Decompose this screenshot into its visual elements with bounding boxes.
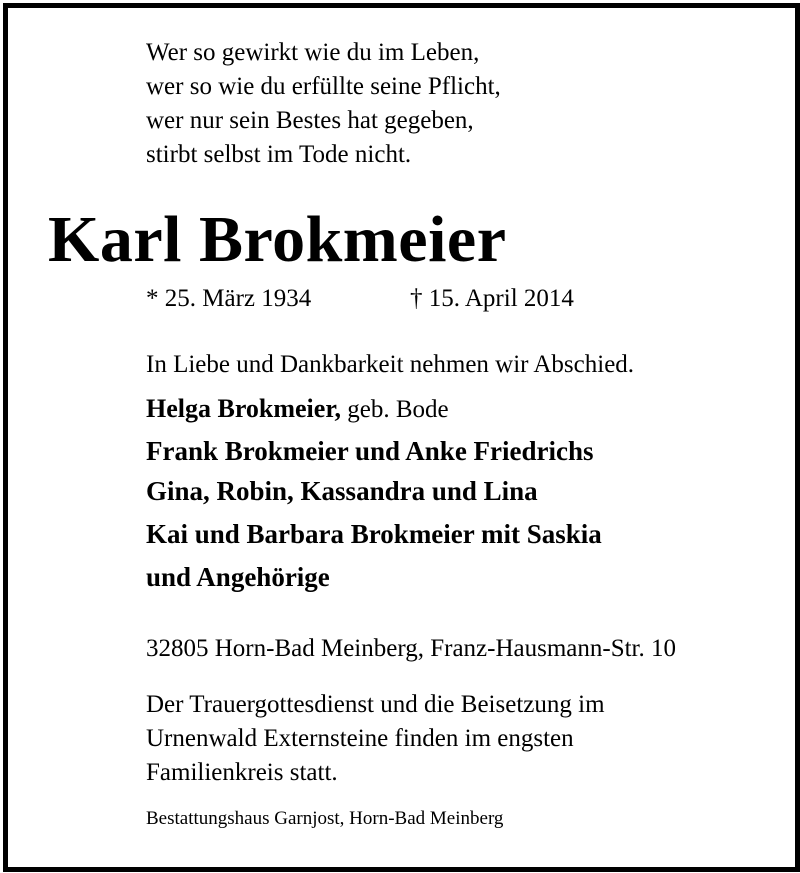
mourner-line-4: Kai und Barbara Brokmeier mit Saskia: [146, 519, 602, 549]
mourner-helga-name: Helga Brokmeier,: [146, 394, 341, 423]
mourner-line-3: Gina, Robin, Kassandra und Lina: [146, 476, 538, 506]
mourner-line-5: und Angehörige: [146, 562, 330, 592]
service-line-1: Der Trauergottesdienst und die Beisetzung im: [146, 691, 605, 718]
farewell-text: In Liebe und Dankbarkeit nehmen wir Abschied.: [146, 351, 635, 378]
poem-line-3: wer nur sein Bestes hat gegeben,: [146, 107, 474, 134]
poem-line-1: Wer so gewirkt wie du im Leben,: [146, 39, 480, 66]
funeral-home: Bestattungshaus Garnjost, Horn-Bad Meinberg: [146, 808, 504, 829]
deceased-name: Karl Brokmeier: [48, 203, 507, 276]
mourner-helga: [146, 396, 449, 422]
birth-date: * 25. März 1934: [146, 285, 312, 312]
address: 32805 Horn-Bad Meinberg, Franz-Hausmann-Str. 10: [146, 635, 677, 662]
poem-line-2: wer so wie du erfüllte seine Pflicht,: [146, 73, 501, 100]
service-line-2: Urnenwald Externsteine finden im engsten: [146, 725, 574, 752]
death-date: † 15. April 2014: [410, 285, 574, 312]
poem-line-4: stirbt selbst im Tode nicht.: [146, 141, 412, 168]
mourner-helga-suffix: geb. Bode: [340, 396, 449, 423]
mourner-line-2: Frank Brokmeier und Anke Friedrichs: [146, 436, 594, 466]
service-line-3: Familienkreis statt.: [146, 759, 338, 786]
